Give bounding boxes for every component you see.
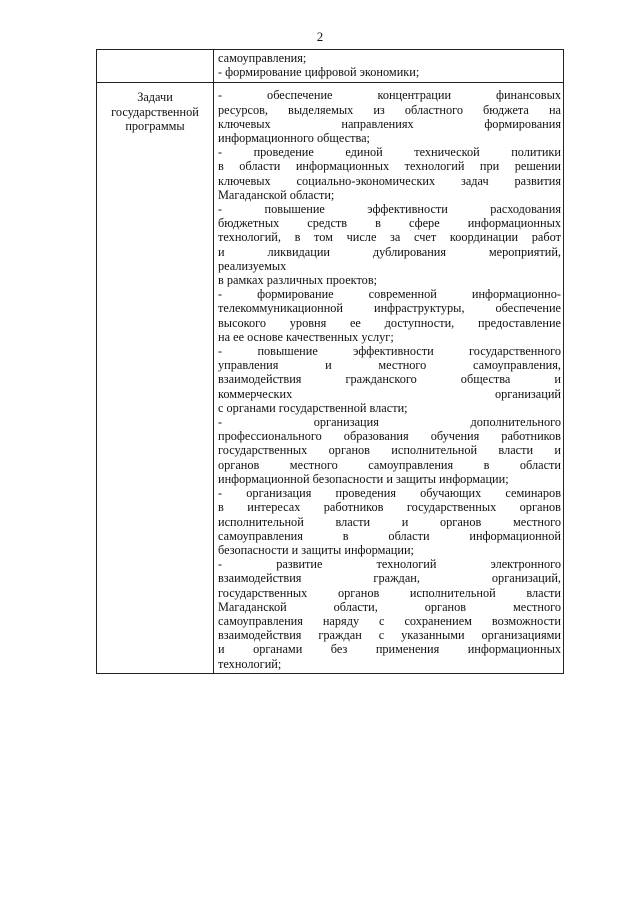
text-line: - развитие технологий электронного (218, 557, 561, 572)
text-line: ресурсов, выделяемых из областного бюджета на (218, 102, 561, 117)
text-line: Магаданской области, органов местного (218, 599, 561, 614)
row-label-cell (97, 83, 214, 673)
row-content-cell (214, 83, 564, 673)
table-row (97, 50, 564, 83)
text-line: органов местного самоуправления в области (218, 457, 561, 472)
text-line: взаимодействия граждан, организаций, (218, 571, 561, 586)
text-line: самоуправления в области информационной (218, 528, 561, 543)
text-line: - проведение единой технической политики (218, 145, 561, 160)
text-line: безопасности и защиты информации; (218, 542, 414, 557)
text-line: - формирование цифровой экономики; (218, 65, 420, 80)
row-label-line: Задачи (137, 90, 173, 105)
text-line: - организация проведения обучающих семинаров (218, 486, 561, 501)
text-line: реализуемых (218, 258, 287, 273)
text-line: в интересах работников государственных органов (218, 500, 561, 515)
text-line: информационного общества; (218, 131, 370, 146)
text-line: государственных органов исполнительной власти (218, 585, 561, 600)
row-label (97, 50, 213, 57)
table-row (97, 83, 564, 673)
text-line: самоуправления; (218, 51, 307, 65)
row-label-cell (97, 50, 214, 83)
text-line: исполнительной власти и органов местного (218, 514, 561, 529)
text-line: высокого уровня ее доступности, предоставление (218, 315, 561, 330)
text-line: ключевых социально-экономических задач развития (218, 173, 561, 188)
row-content-cell (214, 50, 564, 83)
page-number: 2 (316, 29, 324, 44)
text-line: профессионального образования обучения работников (218, 429, 561, 444)
text-line: коммерческих организаций (218, 386, 561, 401)
text-line: - организация дополнительного (218, 415, 561, 430)
text-line: взаимодействия граждан с указанными организациями (218, 628, 561, 643)
text-line: самоуправления наряду с сохранением возможности (218, 613, 561, 628)
text-line: на ее основе качественных услуг; (218, 329, 394, 344)
text-line: технологий; (218, 656, 282, 671)
text-line: - формирование современной информационно- (218, 287, 561, 302)
text-line: - обеспечение концентрации финансовых (218, 88, 561, 103)
text-line: в рамках различных проектов; (218, 273, 378, 288)
text-line: телекоммуникационной инфраструктуры, обеспечение (218, 301, 561, 316)
text-line: Магаданской области; (218, 187, 335, 202)
text-line: в области информационных технологий при решении (218, 159, 561, 174)
text-line: и органами без применения информационных (218, 642, 561, 657)
text-line: и ликвидации дублирования мероприятий, (218, 244, 561, 259)
text-line: государственных органов исполнительной власти и (218, 443, 561, 458)
text-line: технологий, в том числе за счет координации работ (218, 230, 561, 245)
row-label (97, 83, 213, 133)
text-line: бюджетных средств в сфере информационных (218, 216, 561, 231)
row-text (214, 50, 563, 82)
row-label-line: программы (125, 118, 185, 133)
text-line: взаимодействия гражданского общества и (218, 372, 561, 387)
text-line: управления и местного самоуправления, (218, 358, 561, 373)
row-text (214, 83, 563, 672)
text-line: ключевых направлениях формирования (218, 116, 561, 131)
program-table (96, 49, 564, 674)
text-line: информационной безопасности и защиты информации; (218, 471, 509, 486)
text-line: с органами государственной власти; (218, 400, 408, 415)
text-line: - повышение эффективности расходования (218, 202, 561, 217)
text-line: - повышение эффективности государственного (218, 344, 561, 359)
row-label-line: государственной (111, 104, 199, 119)
